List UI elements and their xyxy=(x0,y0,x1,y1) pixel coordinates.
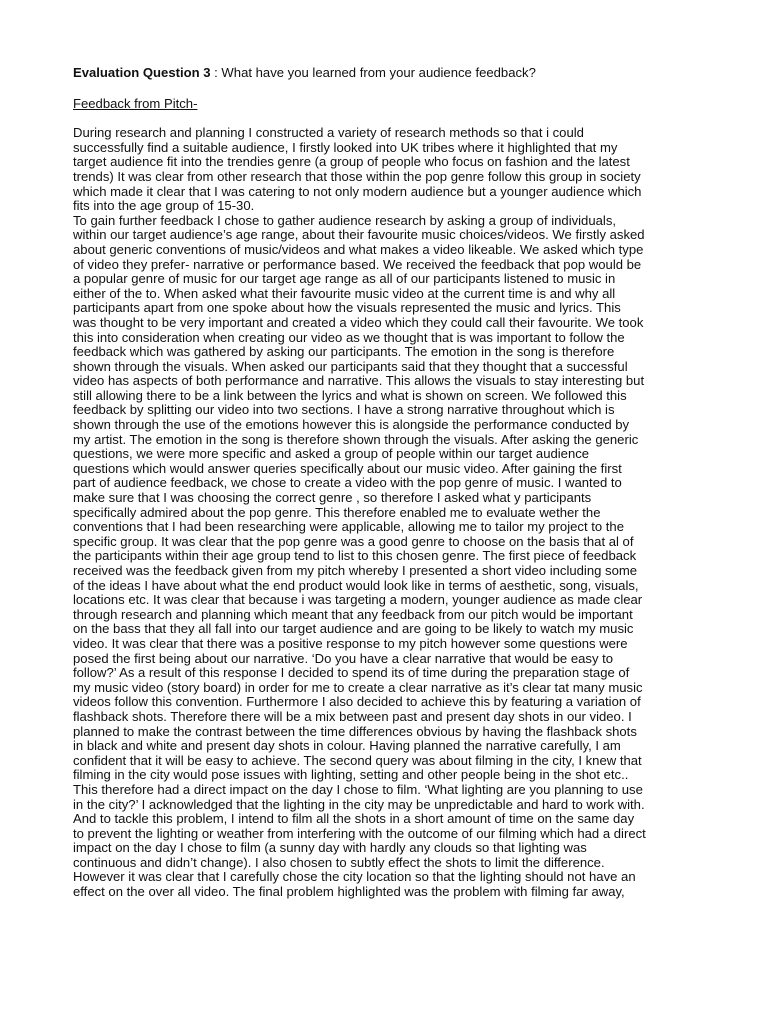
question-heading xyxy=(73,66,707,81)
text-line: shown through the visuals. When asked our participants said that they thought that a successful xyxy=(73,358,628,374)
text-line: flashback shots. Therefore there will be a mix between past and present day shots in our video. I xyxy=(73,708,632,724)
text-line: within our target audience’s age range, about their favourite music choices/videos. We firstly asked xyxy=(73,227,645,243)
text-line: videos follow this convention. Furthermore I also decided to achieve this by featuring a variation of xyxy=(73,694,641,710)
text-line: still allowing there to be a link between the lyrics and what is shown on screen. We followed this xyxy=(73,387,627,403)
text-line: continuous and didn’t change). I also chosen to subtly effect the shots to limit the difference. xyxy=(73,854,605,870)
question-text: : What have you learned from your audience feedback? xyxy=(210,65,536,80)
text-line: video has aspects of both performance and narrative. This allows the visuals to stay interesting but xyxy=(73,373,645,389)
text-line: specific group. It was clear that the pop genre was a good genre to choose on the basis that al of xyxy=(73,533,634,549)
text-line: my music video (story board) in order for me to create a clear narrative as it’s clear tat many music xyxy=(73,679,643,695)
text-line: And to tackle this problem, I intend to film all the shots in a short amount of time on the same day xyxy=(73,811,635,827)
text-line: However it was clear that I carefully chose the city location so that the lighting should not have an xyxy=(73,869,636,885)
text-line: feedback by splitting our video into two sections. I have a strong narrative throughout which is xyxy=(73,402,615,418)
text-line: impact on the day I chose to film (a sunny day with hardly any clouds so that lighting was xyxy=(73,840,587,856)
text-line: follow?’ As a result of this response I decided to spend its of time during the preparation stage of xyxy=(73,665,630,681)
text-line: in black and white and present day shots in colour. Having planned the narrative carefully, I am xyxy=(73,738,621,754)
text-line: of the ideas I have about what the end product would look like in terms of aesthetic, song, visuals, xyxy=(73,577,639,593)
text-line: participants apart from one spoke about how the visuals represented the music and lyrics. This xyxy=(73,300,621,316)
text-line: about generic conventions of music/videos and what makes a video likeable. We asked which type xyxy=(73,241,644,257)
text-line: specifically admired about the pop genre. This therefore enabled me to evaluate wether the xyxy=(73,504,601,520)
text-line: in the city?’ I acknowledged that the lighting in the city may be unpredictable and hard to work with. xyxy=(73,796,645,812)
text-line: questions, we were more specific and asked a group of people within our target audience xyxy=(73,446,590,462)
text-line: video. It was clear that there was a positive response to my pitch however some questions were xyxy=(73,635,628,651)
text-line: a popular genre of music for our target age range as all of our participants listened to music in xyxy=(73,271,616,287)
text-line: which made it clear that I was catering to not only modern audience but a younger audience which xyxy=(73,183,642,199)
text-line: confident that it will be easy to achieve. The second query was about filming in the city, I knew that xyxy=(73,752,642,768)
text-line: feedback which was gathered by asking our participants. The emotion in the song is therefore xyxy=(73,344,615,360)
text-line: this into consideration when creating our video as we thought that is was important to follow the xyxy=(73,329,625,345)
text-line: locations etc. It was clear that because i was targeting a modern, younger audience as made clear xyxy=(73,592,643,608)
text-line: filming in the city would pose issues with lighting, setting and other people being in the shot etc.. xyxy=(73,767,629,783)
section-heading: Feedback from Pitch- xyxy=(73,95,198,111)
text-line: received was the feedback given from my pitch whereby I presented a short video including some xyxy=(73,563,638,578)
text-line: either of the to. When asked what their favourite music video at the current time is and why all xyxy=(73,285,616,301)
text-line: through research and planning which meant that any feedback from our pitch would be important xyxy=(73,606,633,622)
text-line: the participants within their age group tend to list to this chosen genre. The first piece of feedback xyxy=(73,548,637,564)
text-line: conventions that I had been researching were applicable, allowing me to tailor my project to the xyxy=(73,519,624,535)
text-line: planned to make the contrast between the time differences obvious by having the flashback shots xyxy=(73,723,637,739)
text-line: shown through the use of the emotions however this is alongside the performance conducted by xyxy=(73,417,630,433)
text-line: to prevent the lighting or weather from interfering with the outcome of our filming which had a direct xyxy=(73,825,646,841)
text-line: my artist. The emotion in the song is therefore shown through the visuals. After asking the generic xyxy=(73,431,639,447)
text-line: posed the first being about our narrative. ‘Do you have a clear narrative that would be easy to xyxy=(73,650,614,666)
body-paragraph xyxy=(73,126,707,899)
text-line: This therefore had a direct impact on the day I chose to film. ‘What lighting are you planning to use xyxy=(73,781,643,797)
text-line: questions which would answer queries specifically about our music video. After gaining the first xyxy=(73,460,622,476)
text-line: on the bass that they all fall into our target audience and are going to be likely to watch my music xyxy=(73,621,634,637)
text-line: trends) It was clear from other research that those within the pop genre follow this group in society xyxy=(73,168,641,184)
question-label: Evaluation Question 3 xyxy=(73,65,211,80)
text-line: was thought to be very important and created a video which they could call their favourite. We took xyxy=(73,314,644,330)
text-line: To gain further feedback I chose to gather audience research by asking a group of individuals, xyxy=(73,212,616,228)
text-line: fits into the age group of 15-30. xyxy=(73,198,255,214)
document-body xyxy=(73,66,707,900)
text-line: During research and planning I constructed a variety of research methods so that i could xyxy=(73,125,584,141)
text-line: successfully find a suitable audience, I firstly looked into UK tribes where it highlighted that my xyxy=(73,139,618,155)
text-line: make sure that I was choosing the correct genre , so therefore I asked what y participants xyxy=(73,490,592,506)
text-line: part of audience feedback, we chose to create a video with the pop genre of music. I wanted to xyxy=(73,475,622,491)
text-line: target audience fit into the trendies genre (a group of people who focus on fashion and the latest xyxy=(73,154,630,170)
text-line: of video they prefer- narrative or performance based. We received the feedback that pop would be xyxy=(73,256,642,272)
text-line: effect on the over all video. The final problem highlighted was the problem with filming far away, xyxy=(73,884,625,900)
